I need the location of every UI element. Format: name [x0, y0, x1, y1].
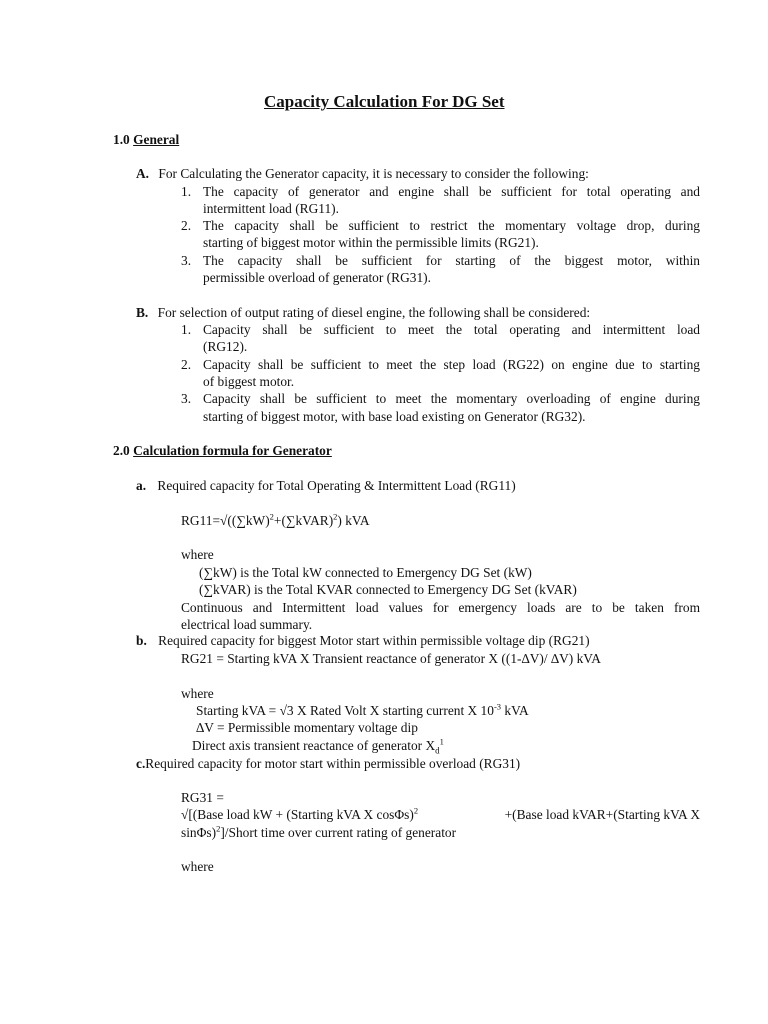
point-text: For selection of output rating of diesel engine, the following shall be considered: [157, 305, 591, 320]
formula-rg11: $RG11=√((\sum kW)^2+(\sum kVAR)^2)$ kVA [181, 511, 370, 528]
list-item-line: intermittent load (RG11). [203, 201, 339, 216]
list-number: 1. [181, 184, 192, 199]
list-item-line: permissible overload of generator (RG31). [203, 270, 431, 285]
section-number: 1.0 [113, 132, 130, 147]
item-text: Required capacity for Total Operating & Intermittent Load (RG11) [157, 478, 516, 493]
item-marker: a. [136, 478, 147, 493]
formula-rg21: RG21 = Starting kVA X Transient reactance of generator X ((1-∆V)/ ∆V) kVA [181, 651, 601, 666]
list-item-line: The capacity of generator and engine shall be sufficient for total operating and [203, 184, 700, 199]
note-line: Continuous and Intermittent load values for emergency loads are to be taken from [181, 600, 700, 615]
section-number: 2.0 [113, 443, 130, 458]
list-number: 3. [181, 253, 192, 268]
where-label: where [181, 859, 214, 874]
definition-kvar: (∑kVAR) is the Total KVAR connected to Emergency DG Set (kVAR) [199, 582, 577, 597]
list-item-line: Capacity shall be sufficient to meet the total operating and intermittent load [203, 322, 700, 337]
section-title: General [133, 132, 180, 147]
item-text: Required capacity for motor start within permissible overload (RG31) [145, 756, 521, 771]
item-b-text [136, 633, 590, 649]
section-2-heading [113, 443, 332, 459]
where-label: where [181, 686, 214, 701]
page-title: Capacity Calculation For DG Set [264, 92, 505, 111]
point-a-intro [136, 166, 589, 182]
list-item-line: starting of biggest motor within the permissible limits (RG21). [203, 235, 539, 250]
list-number: 3. [181, 391, 192, 406]
definition-kw: (∑kW) is the Total kW connected to Emergency DG Set (kW) [199, 565, 532, 580]
list-item-line: starting of biggest motor, with base load existing on Generator (RG32). [203, 409, 586, 424]
point-b-intro [136, 305, 590, 321]
list-item-line: (RG12). [203, 339, 248, 354]
list-number: 2. [181, 357, 192, 372]
list-item-line: The capacity shall be sufficient to restrict the momentary voltage drop, during [203, 218, 700, 233]
list-item-line: Capacity shall be sufficient to meet the momentary overloading of engine during [203, 391, 700, 406]
definition-reactance: Direct axis transient reactance of generator $X_d^1$ [192, 736, 444, 756]
section-1-heading [113, 132, 179, 148]
item-marker: b. [136, 633, 147, 648]
list-number: 2. [181, 218, 192, 233]
where-label: where [181, 547, 214, 562]
section-title: Calculation formula for Generator [133, 443, 332, 458]
definition-starting-kva: Starting kVA = √3 X Rated Volt X starting current X $10^{-3}$ kVA [196, 701, 529, 718]
list-item-line: of biggest motor. [203, 374, 295, 389]
list-number: 1. [181, 322, 192, 337]
item-marker: c. [136, 756, 146, 771]
item-c-text [136, 756, 520, 772]
point-text: For Calculating the Generator capacity, it is necessary to consider the following: [158, 166, 589, 181]
item-text: Required capacity for biggest Motor start within permissible voltage dip (RG21) [158, 633, 590, 648]
point-marker: A. [136, 166, 150, 181]
list-item-line: Capacity shall be sufficient to meet the step load (RG22) on engine due to starting [203, 357, 700, 372]
note-line: electrical load summary. [181, 617, 313, 632]
item-a-text [136, 478, 516, 494]
formula-rg31-line1: √[(Base load kW + (Starting kVA X cosΦs)$^2$ +(Base load kVAR+(Starting kVA X [181, 805, 700, 822]
list-item-line: The capacity shall be sufficient for starting of the biggest motor, within [203, 253, 700, 268]
definition-delta-v: ∆V = Permissible momentary voltage dip [196, 720, 418, 735]
point-marker: B. [136, 305, 149, 320]
formula-rg31-label: RG31 = [181, 790, 224, 805]
formula-rg31-line2: sinΦs)$^2$]/Short time over current rating of generator [181, 823, 457, 840]
